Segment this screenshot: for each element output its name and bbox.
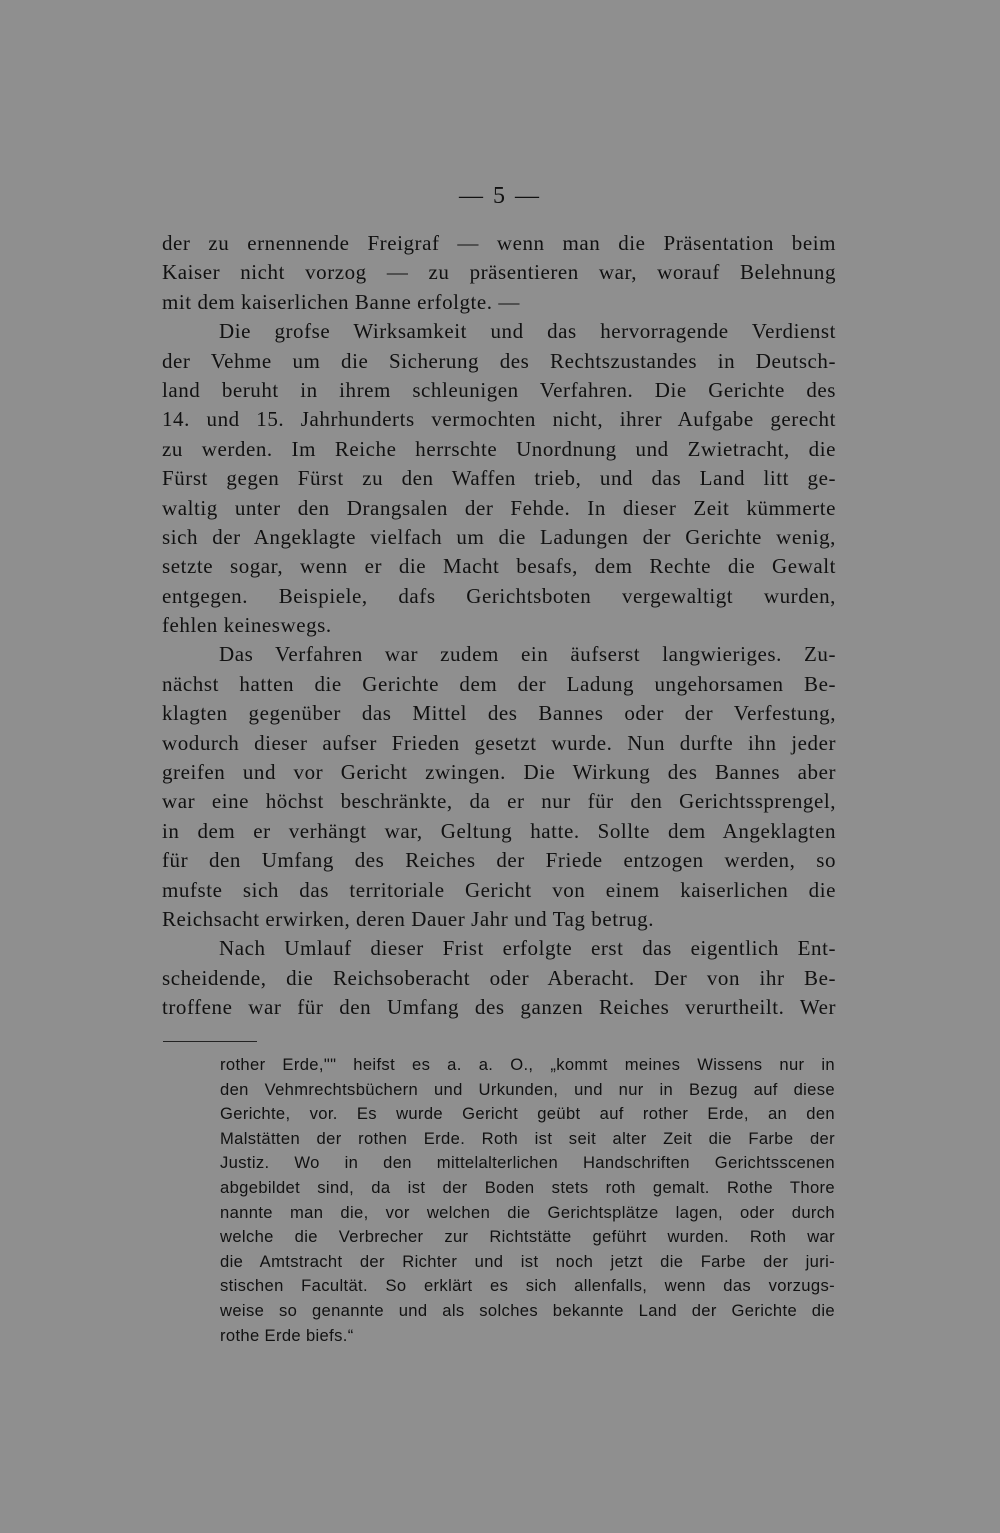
text-line: fehlen keineswegs. [162,613,332,638]
text-line: mufste sich das territoriale Gericht von einem kaiserlichen die [162,877,836,902]
text-line: setzte sogar, wenn er die Macht besafs, dem Rechte die Gewalt [162,554,836,579]
text-line: entgegen. Beispiele, dafs Gerichtsboten vergewaltigt wurden, [162,583,836,608]
text-line: Die grofse Wirksamkeit und das hervorragende Verdienst [219,319,836,344]
footnote-line: Justiz. Wo in den mittelalterlichen Handschriften Gerichtsscenen [220,1153,835,1173]
footnote-line: abgebildet sind, da ist der Boden stets roth gemalt. Rothe Thore [220,1177,835,1197]
text-line: Kaiser nicht vorzog — zu präsentieren war, worauf Belehnung [162,260,836,285]
page-number: — 5 — [459,183,541,209]
text-line: land beruht in ihrem schleunigen Verfahren. Die Gerichte des [162,377,836,402]
text-line: wodurch dieser aufser Frieden gesetzt wurde. Nun durfte ihn jeder [162,730,836,755]
text-line: für den Umfang des Reiches der Friede entzogen werden, so [162,848,836,873]
text-line: war eine höchst beschränkte, da er nur für den Gerichtssprengel, [162,789,836,814]
footnote-line: den Vehmrechtsbüchern und Urkunden, und nur in Bezug auf diese [220,1079,835,1099]
text-line: der Vehme um die Sicherung des Rechtszustandes in Deutsch- [162,348,836,373]
text-line: sich der Angeklagte vielfach um die Ladungen der Gerichte wenig, [162,524,836,549]
text-line: waltig unter den Drangsalen der Fehde. In dieser Zeit kümmerte [162,495,836,520]
footnote-line: Malstätten der rothen Erde. Roth ist seit alter Zeit die Farbe der [220,1128,835,1148]
footnote-line: rothe Erde biefs.“ [220,1325,354,1345]
text-line: Reichsacht erwirken, deren Dauer Jahr und Tag betrug. [162,906,655,931]
footnote-separator [163,1041,257,1042]
text-line: nächst hatten die Gerichte dem der Ladung ungehorsamen Be- [162,671,836,696]
footnote-line: weise so genannte und als solches bekannte Land der Gerichte die [220,1300,835,1320]
text-line: in dem er verhängt war, Geltung hatte. Sollte dem Angeklagten [162,818,836,843]
footnote-block [220,1053,835,1348]
footnote-line: nannte man die, vor welchen die Gerichtsplätze lagen, oder durch [220,1202,835,1222]
text-line: der zu ernennende Freigraf — wenn man die Präsentation beim [162,231,836,255]
footnote-line: die Amtstracht der Richter und ist noch jetzt die Farbe der juri- [220,1251,835,1271]
text-line: Fürst gegen Fürst zu den Waffen trieb, und das Land litt ge- [162,466,836,491]
footnote-line: Gerichte, vor. Es wurde Gericht geübt auf rother Erde, an den [220,1104,835,1124]
footnote-line: rother Erde,"" heifst es a. a. O., „kommt meines Wissens nur in [220,1055,835,1074]
text-line: scheidende, die Reichsoberacht oder Aberacht. Der von ihr Be- [162,965,836,990]
text-line: klagten gegenüber das Mittel des Bannes oder der Verfestung, [162,701,836,726]
text-line: mit dem kaiserlichen Banne erfolgte. — [162,289,520,314]
main-text-block [162,229,836,1023]
text-line: Das Verfahren war zudem ein äufserst langwieriges. Zu- [219,642,836,667]
text-line: Nach Umlauf dieser Frist erfolgte erst das eigentlich Ent- [219,936,836,961]
footnote-line: welche die Verbrecher zur Richtstätte geführt wurden. Roth war [220,1227,835,1247]
text-line: 14. und 15. Jahrhunderts vermochten nicht, ihrer Aufgabe gerecht [162,407,836,432]
text-line: greifen und vor Gericht zwingen. Die Wirkung des Bannes aber [162,760,836,785]
text-line: zu werden. Im Reiche herrschte Unordnung und Zwietracht, die [162,436,836,461]
footnote-line: stischen Facultät. So erklärt es sich allenfalls, wenn das vorzugs- [220,1276,835,1296]
text-line: troffene war für den Umfang des ganzen Reiches verurtheilt. Wer [162,995,836,1020]
